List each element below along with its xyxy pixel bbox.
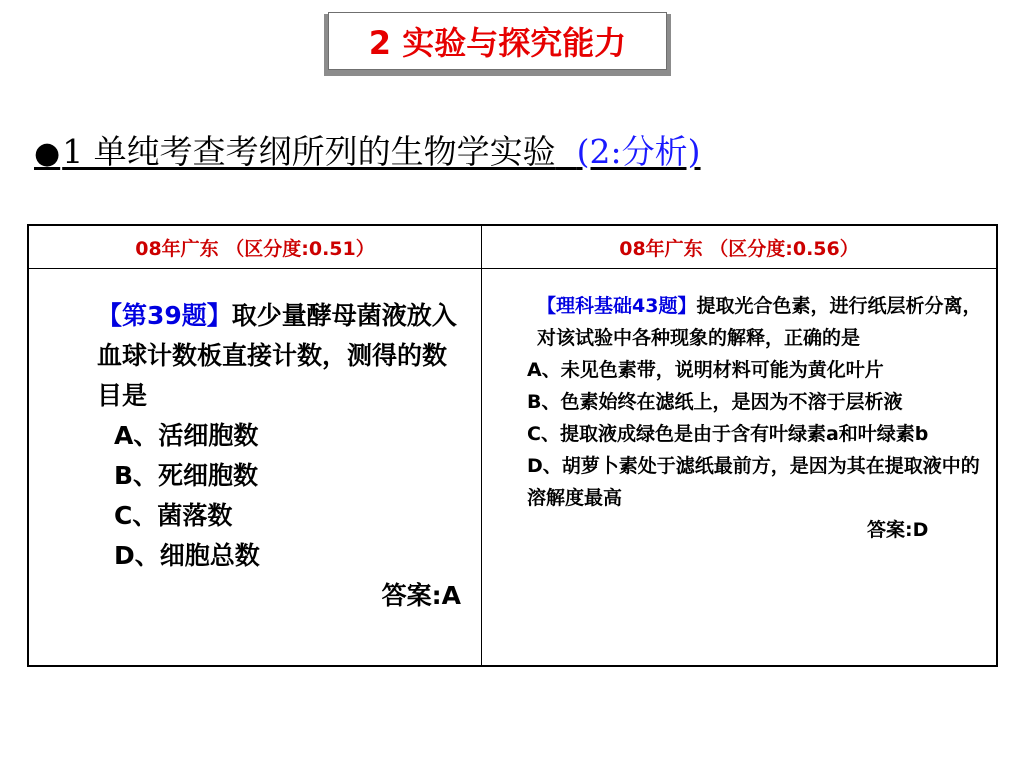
option-c: C、提取液成绿色是由于含有叶绿素a和叶绿素b <box>527 423 929 445</box>
question-text: 提取光合色素，进行纸层析分离，对该试验中各种现象的解释，正确的是 <box>537 295 982 349</box>
analysis-link[interactable]: (2:分析) <box>576 132 701 171</box>
header-cell-right: 08年广东 （区分度:0.56） <box>619 237 859 260</box>
section-heading-text: 1 单纯考查考纲所列的生物学实验 <box>62 132 556 171</box>
option-d: D、细胞总数 <box>114 541 260 570</box>
option-a: A、活细胞数 <box>114 421 259 450</box>
slide-title-text: 2 实验与探究能力 <box>368 24 627 62</box>
answer: 答案:D <box>867 519 929 541</box>
question-stem <box>499 290 989 354</box>
option-d: D、胡萝卜素处于滤纸最前方，是因为其在提取液中的溶解度最高 <box>527 455 980 509</box>
question-table <box>27 224 998 667</box>
bullet-icon: ● <box>34 136 61 171</box>
option-a: A、未见色素带，说明材料可能为黄化叶片 <box>527 359 884 381</box>
option-c: C、菌落数 <box>114 501 233 530</box>
header-cell-left: 08年广东 （区分度:0.51） <box>135 237 375 260</box>
option-b: B、色素始终在滤纸上，是因为不溶于层析液 <box>527 391 903 413</box>
question-tag: 【理科基础43题】 <box>537 295 697 317</box>
question-cell-right <box>499 290 989 546</box>
question-stem <box>47 296 467 416</box>
header-divider <box>29 268 996 269</box>
question-cell-left <box>47 296 467 616</box>
question-text: 取少量酵母菌液放入血球计数板直接计数，测得的数目是 <box>97 301 457 410</box>
question-tag: 【第39题】 <box>97 301 232 330</box>
column-divider <box>481 226 482 665</box>
answer: 答案:A <box>381 581 461 610</box>
section-heading <box>34 128 834 178</box>
option-b: B、死细胞数 <box>114 461 259 490</box>
slide-title <box>328 12 667 70</box>
